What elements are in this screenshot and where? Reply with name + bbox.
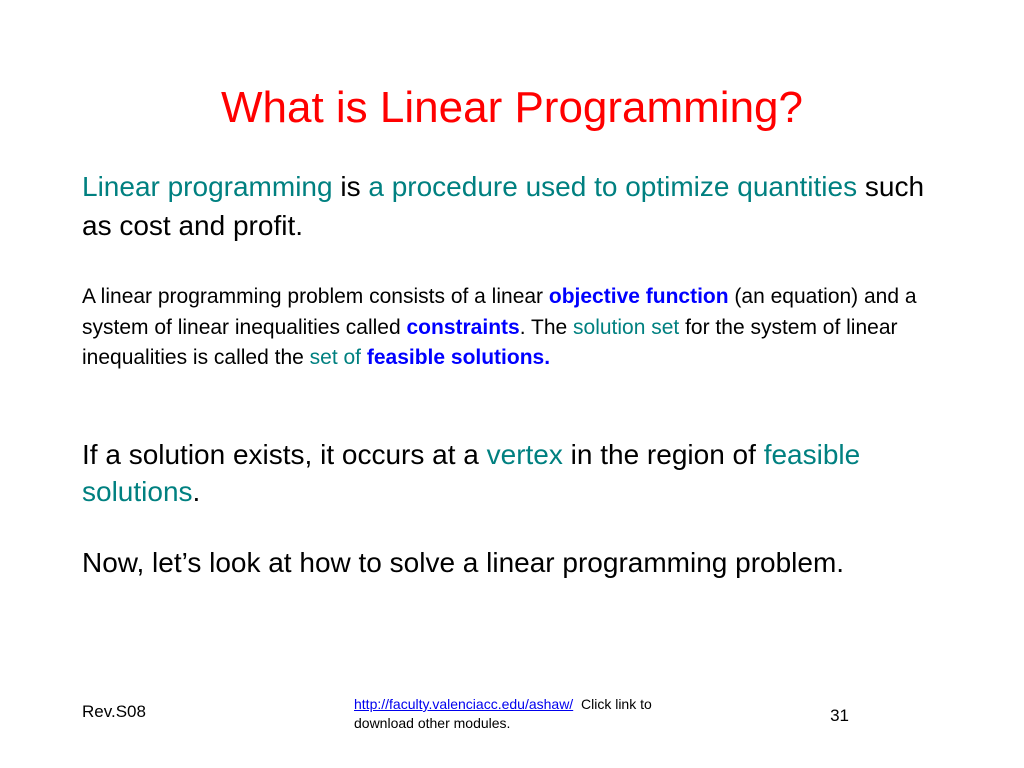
term-vertex: vertex — [486, 439, 563, 470]
p2-text-1: A linear programming problem consists of a linear — [82, 285, 549, 308]
vertex-paragraph — [82, 436, 952, 510]
p2-text-2: (an equation) and a system of linear inequalities called — [82, 285, 917, 339]
p1-text-is: is — [332, 171, 369, 202]
definition-paragraph — [82, 167, 952, 245]
term-constraints: constraints — [406, 315, 520, 339]
p2-text-3: . The — [519, 315, 574, 339]
slide-title: What is Linear Programming? — [220, 83, 803, 132]
term-feasible-solutions-region: feasible solutions — [82, 439, 861, 507]
term-solution-set: solution set — [573, 315, 680, 339]
term-procedure: a procedure used to optimize quantities — [368, 171, 858, 202]
term-set-of: set of — [309, 346, 367, 369]
problem-paragraph — [82, 282, 952, 374]
page-number: 31 — [830, 706, 849, 725]
revision-label: Rev.S08 — [82, 702, 146, 721]
footer-link-note: Click link to download other modules. — [354, 696, 656, 731]
p2-text-4: for the system of linear inequalities is called the — [82, 315, 898, 369]
next-step-paragraph: Now, let’s look at how to solve a linear programming problem. — [82, 547, 845, 578]
footer-note — [354, 695, 684, 733]
p1-text-end: such as cost and profit. — [82, 171, 925, 241]
p3-text-3: . — [192, 476, 201, 507]
p3-text-1: If a solution exists, it occurs at a — [82, 439, 487, 470]
p3-text-2: in the region of — [562, 439, 764, 470]
term-linear-programming: Linear programming — [82, 171, 333, 202]
term-objective-function: objective function — [548, 285, 729, 308]
term-feasible-solutions: feasible solutions. — [366, 346, 551, 369]
modules-link[interactable]: http://faculty.valenciacc.edu/ashaw/ — [354, 696, 574, 712]
